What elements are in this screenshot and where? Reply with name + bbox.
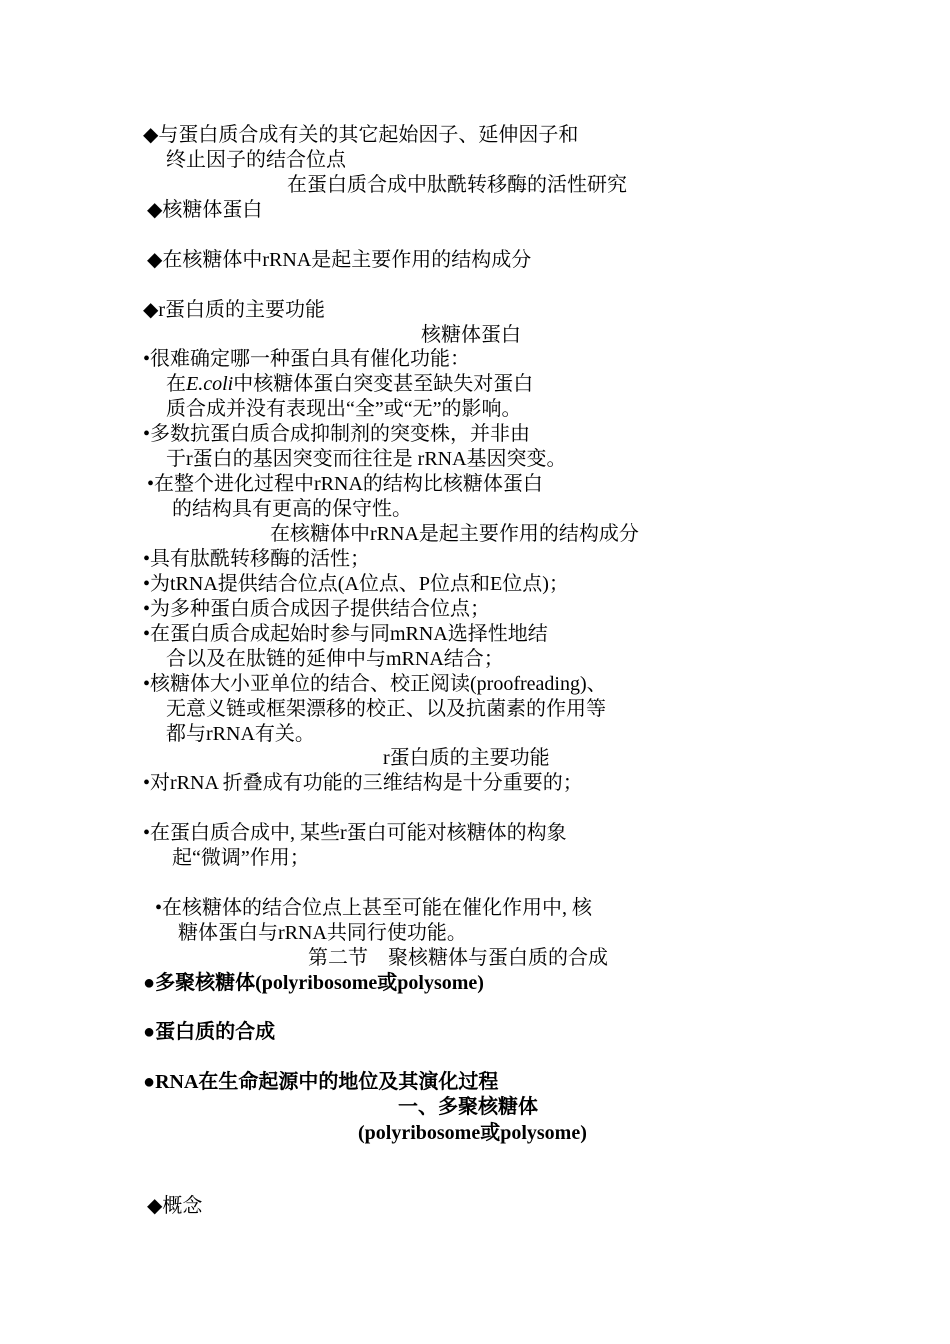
text-fragment: 在 [166, 373, 186, 395]
slide-title: 在核糖体中rRNA是起主要作用的结构成分 [270, 523, 639, 545]
slide-title: 核糖体蛋白 [421, 324, 521, 346]
text-fragment: 中核糖体蛋白突变甚至缺失对蛋白 [233, 373, 534, 395]
bold-topic: ●RNA在生命起源中的地位及其演化过程 [143, 1071, 499, 1093]
text-line: •对rRNA 折叠成有功能的三维结构是十分重要的； [143, 772, 583, 794]
text-line: ◆与蛋白质合成有关的其它起始因子、延伸因子和 [143, 124, 579, 146]
text-line: 糖体蛋白与rRNA共同行使功能。 [178, 922, 467, 944]
italic-species-name: E.coli [186, 373, 234, 395]
text-line: •核糖体大小亚单位的结合、校正阅读(proofreading)、 [143, 673, 607, 695]
slide-title: (polyribosome或polysome) [358, 1122, 587, 1144]
text-line: •在蛋白质合成起始时参与同mRNA选择性地结 [143, 623, 548, 645]
text-line: 起“微调”作用； [172, 847, 310, 869]
slide-title: 在蛋白质合成中肽酰转移酶的活性研究 [287, 174, 627, 196]
text-line: 于r蛋白的基因突变而往往是 rRNA基因突变。 [166, 448, 567, 470]
text-line: 质合成并没有表现出“全”或“无”的影响。 [166, 398, 522, 420]
text-line: ◆r蛋白质的主要功能 [143, 299, 326, 321]
text-line: •具有肽酰转移酶的活性； [143, 548, 371, 570]
text-line: 终止因子的结合位点 [166, 149, 346, 171]
text-line: •很难确定哪一种蛋白具有催化功能： [143, 348, 471, 370]
text-line: 合以及在肽链的延伸中与mRNA结合； [166, 648, 504, 670]
bold-topic: ●蛋白质的合成 [143, 1021, 276, 1043]
text-line: •在整个进化过程中rRNA的结构比核糖体蛋白 [147, 473, 543, 495]
text-line: ◆在核糖体中rRNA是起主要作用的结构成分 [147, 249, 532, 271]
text-line: ◆概念 [147, 1195, 203, 1217]
bold-topic: ●多聚核糖体(polyribosome或polysome) [143, 972, 484, 994]
section-title: 第二节 聚核糖体与蛋白质的合成 [308, 947, 608, 969]
text-line: 无意义链或框架漂移的校正、以及抗菌素的作用等 [166, 698, 606, 720]
text-line: •在核糖体的结合位点上甚至可能在催化作用中, 核 [155, 897, 593, 919]
slide-title: 一、多聚核糖体 [398, 1096, 538, 1118]
text-line: •为多种蛋白质合成因子提供结合位点； [143, 598, 491, 620]
text-line: 都与rRNA有关。 [166, 723, 315, 745]
text-line [166, 372, 533, 397]
text-line: 的结构具有更高的保守性。 [172, 498, 412, 520]
text-line: •多数抗蛋白质合成抑制剂的突变株，并非由 [143, 423, 531, 445]
text-line: •在蛋白质合成中, 某些r蛋白可能对核糖体的构象 [143, 822, 567, 844]
text-line: ◆核糖体蛋白 [147, 199, 263, 221]
slide-title: r蛋白质的主要功能 [383, 747, 550, 769]
text-line: •为tRNA提供结合位点(A位点、P位点和E位点)； [143, 573, 569, 595]
